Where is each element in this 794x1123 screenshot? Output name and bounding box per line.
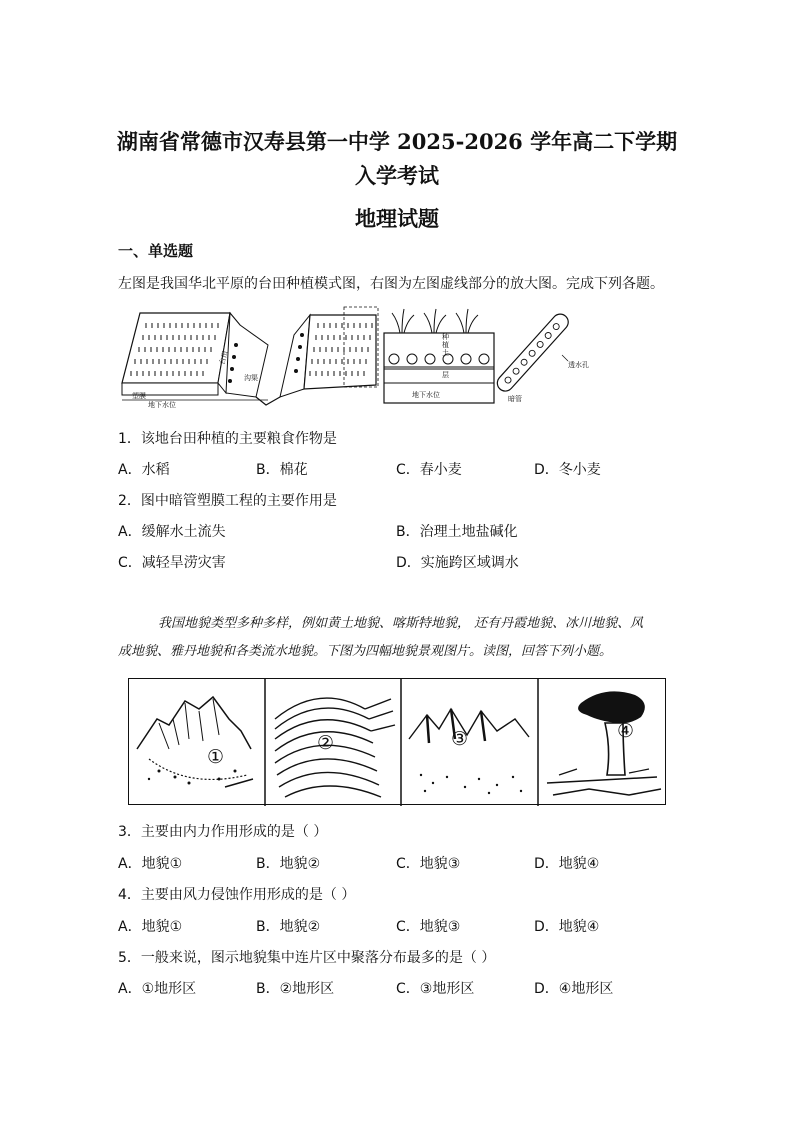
landform-figure [128,678,666,805]
anguan-detail-diagram [382,305,614,405]
group1-intro: 左图是我国华北平原的台田种植模式图，右图为左图虚线部分的放大图。完成下列各题。 [118,276,664,292]
label-sumo: 塑膜 [132,392,146,400]
taitian-diagram [118,305,380,410]
q1-option-b[interactable]: B．棉花 [256,462,308,478]
landform-3-drawing [409,709,529,794]
landform-1-drawing [137,697,253,787]
label-zhong: 种 [442,333,449,341]
label-gouqu: 沟渠 [244,374,258,382]
q2-option-d[interactable]: D．实施跨区域调水 [396,555,519,571]
group2-intro-line1: 我国地貌类型多种多样，例如黄土地貌、喀斯特地貌， 还有丹霞地貌、冰川地貌、风 [158,616,644,631]
q1-option-a[interactable]: A．水稻 [118,462,170,478]
q5-option-d[interactable]: D．④地形区 [534,981,614,997]
label-water-table: 地下水位 [148,401,176,409]
subject-title: 地理试题 [355,206,439,231]
q3-option-a[interactable]: A．地貌① [118,856,183,872]
label-zhi: 植 [442,341,449,349]
q4-option-c[interactable]: C．地貌③ [396,919,461,935]
question-4-stem: 4．主要由风力侵蚀作用形成的是（ ） [118,887,356,903]
q5-option-b[interactable]: B．②地形区 [256,981,335,997]
landform-panels [129,679,667,806]
label-toushuikong: 透水孔 [568,361,589,369]
question-3-stem: 3．主要由内力作用形成的是（ ） [118,824,328,840]
q4-option-a[interactable]: A．地貌① [118,919,183,935]
q3-option-d[interactable]: D．地貌④ [534,856,600,872]
q3-option-c[interactable]: C．地貌③ [396,856,461,872]
q2-option-a[interactable]: A．缓解水土流失 [118,524,226,540]
question-5-stem: 5．一般来说，图示地貌集中连片区中聚落分布最多的是（ ） [118,950,496,966]
landform-4-drawing [547,691,661,795]
q5-option-a[interactable]: A．①地形区 [118,981,197,997]
label-anguan-2: 暗管 [508,395,522,403]
q2-option-b[interactable]: B．治理土地盐碱化 [396,524,518,540]
question-2-stem: 2．图中暗管塑膜工程的主要作用是 [118,493,337,509]
label-water-table-2: 地下水位 [412,391,440,399]
q5-option-c[interactable]: C．③地形区 [396,981,475,997]
group2-intro-line2: 成地貌、雅丹地貌和各类流水地貌。下图为四幅地貌景观图片。读图，回答下列小题。 [118,644,613,659]
landform-label-3: ③ [451,728,469,750]
landform-2-drawing [275,698,395,797]
q4-option-b[interactable]: B．地貌② [256,919,321,935]
q2-option-c[interactable]: C．减轻旱涝灾害 [118,555,226,571]
label-taitian: 台田 [218,349,230,366]
q3-option-b[interactable]: B．地貌② [256,856,321,872]
question-1-stem: 1．该地台田种植的主要粮食作物是 [118,431,337,447]
label-ceng: 层 [442,371,449,379]
q4-option-d[interactable]: D．地貌④ [534,919,600,935]
q1-option-d[interactable]: D．冬小麦 [534,462,601,478]
label-tu: 土 [442,349,449,357]
landform-label-2: ② [317,732,335,754]
section-heading: 一、单选题 [118,242,194,260]
landform-label-1: ① [207,746,225,768]
exam-title-line2: 入学考试 [355,163,439,188]
landform-label-4: ④ [617,720,635,742]
q1-option-c[interactable]: C．春小麦 [396,462,462,478]
exam-title-line1: 湖南省常德市汉寿县第一中学 2025-2026 学年高二下学期 [116,129,678,154]
